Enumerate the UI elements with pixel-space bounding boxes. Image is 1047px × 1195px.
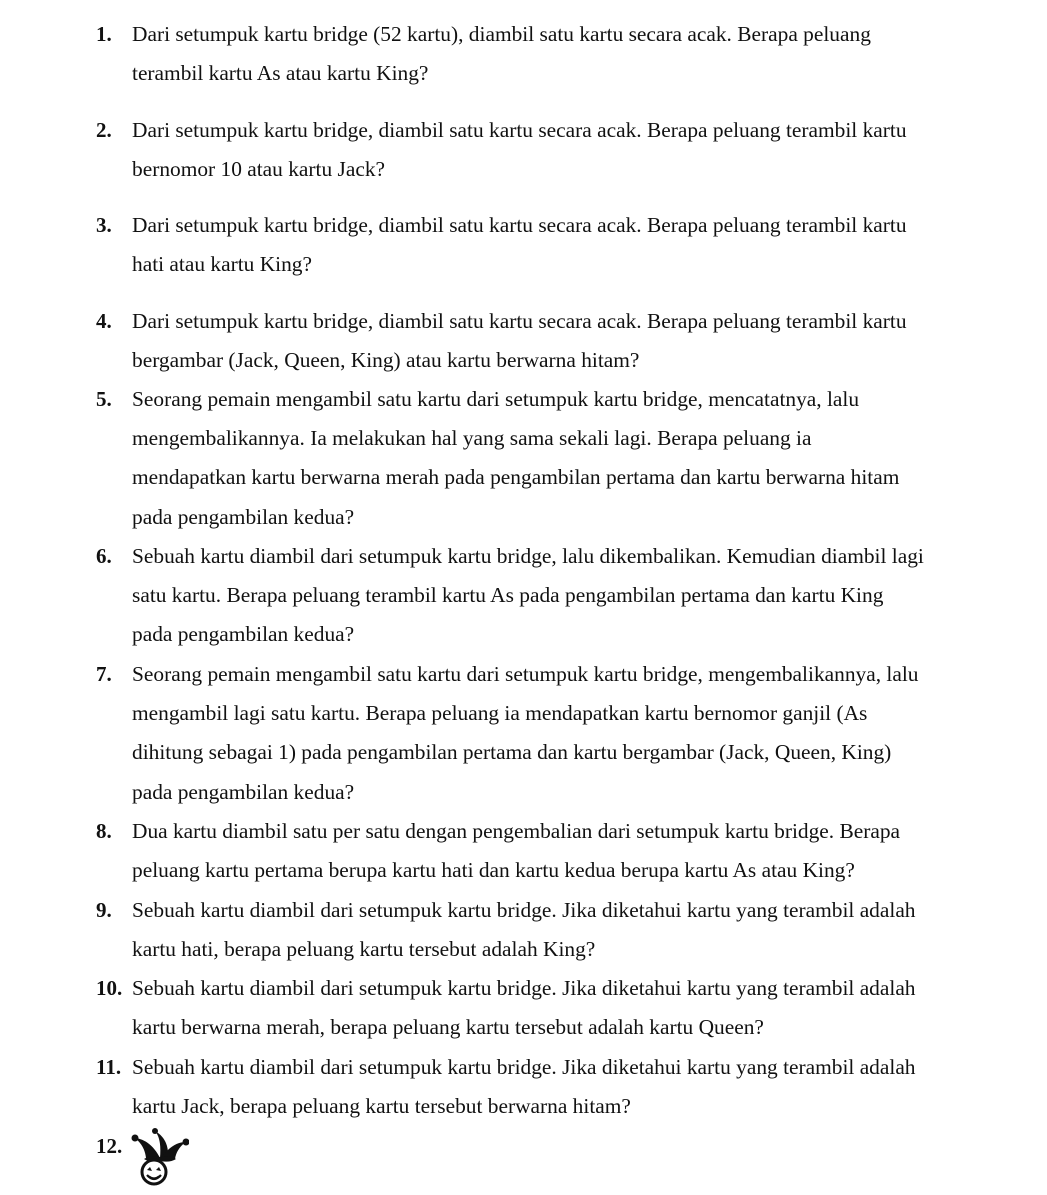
- question-line: pada pengambilan kedua?: [132, 504, 355, 529]
- question-number: 2.: [96, 118, 112, 142]
- question-number: 4.: [96, 309, 112, 333]
- question-text: [132, 302, 992, 380]
- question-number: 3.: [96, 213, 112, 237]
- question-line: satu kartu. Berapa peluang terambil kartu As pada pengambilan pertama dan kartu King: [132, 583, 884, 608]
- question-text: [132, 111, 992, 189]
- question-text: [132, 655, 992, 812]
- question-line: Sebuah kartu diambil dari setumpuk kartu bridge, lalu dikembalikan. Kemudian diambil lagi: [132, 544, 924, 568]
- question-number: 9.: [96, 898, 112, 922]
- question-line: terambil kartu As atau kartu King?: [132, 61, 429, 86]
- question-line: Sebuah kartu diambil dari setumpuk kartu bridge. Jika diketahui kartu yang terambil adalah: [132, 1055, 916, 1079]
- question-text: [132, 380, 992, 537]
- question-line: Dari setumpuk kartu bridge, diambil satu kartu secara acak. Berapa peluang terambil kartu: [132, 213, 907, 237]
- question-number: 12.: [96, 1134, 123, 1158]
- question-line: bergambar (Jack, Queen, King) atau kartu berwarna hitam?: [132, 348, 640, 373]
- question-line: mengembalikannya. Ia melakukan hal yang sama sekali lagi. Berapa peluang ia: [132, 426, 812, 451]
- question-line: Sebuah kartu diambil dari setumpuk kartu bridge. Jika diketahui kartu yang terambil adalah: [132, 976, 916, 1000]
- question-number: 1.: [96, 22, 112, 46]
- question-line: mendapatkan kartu berwarna merah pada pengambilan pertama dan kartu berwarna hitam: [132, 465, 900, 490]
- question-number: 8.: [96, 819, 112, 843]
- question-text: [132, 1048, 992, 1126]
- jester-icon: [131, 1128, 189, 1188]
- question-number: 7.: [96, 662, 112, 686]
- question-number: 5.: [96, 387, 112, 411]
- question-number: 6.: [96, 544, 112, 568]
- question-line: Dari setumpuk kartu bridge (52 kartu), diambil satu kartu secara acak. Berapa peluang: [132, 22, 871, 46]
- question-line: kartu berwarna merah, berapa peluang kartu tersebut adalah kartu Queen?: [132, 1015, 764, 1040]
- question-line: bernomor 10 atau kartu Jack?: [132, 157, 386, 182]
- question-text: [132, 537, 992, 655]
- question-line: hati atau kartu King?: [132, 252, 312, 277]
- question-line: Dari setumpuk kartu bridge, diambil satu kartu secara acak. Berapa peluang terambil kartu: [132, 309, 907, 333]
- question-line: Seorang pemain mengambil satu kartu dari setumpuk kartu bridge, mengembalikannya, lalu: [132, 662, 919, 686]
- question-line: mengambil lagi satu kartu. Berapa peluang ia mendapatkan kartu bernomor ganjil (As: [132, 701, 868, 726]
- question-text: [132, 206, 992, 284]
- question-line: peluang kartu pertama berupa kartu hati dan kartu kedua berupa kartu As atau King?: [132, 858, 855, 883]
- question-line: pada pengambilan kedua?: [132, 622, 355, 647]
- question-number: 10.: [96, 976, 123, 1000]
- question-line: Dari setumpuk kartu bridge, diambil satu kartu secara acak. Berapa peluang terambil kartu: [132, 118, 907, 142]
- question-text: [132, 969, 992, 1047]
- question-line: Seorang pemain mengambil satu kartu dari setumpuk kartu bridge, mencatatnya, lalu: [132, 387, 860, 411]
- question-text: [132, 812, 992, 890]
- question-line: pada pengambilan kedua?: [132, 779, 355, 804]
- question-line: Dua kartu diambil satu per satu dengan pengembalian dari setumpuk kartu bridge. Berapa: [132, 819, 901, 843]
- question-line: Sebuah kartu diambil dari setumpuk kartu bridge. Jika diketahui kartu yang terambil adalah: [132, 898, 916, 922]
- question-line: kartu Jack, berapa peluang kartu tersebut berwarna hitam?: [132, 1094, 631, 1119]
- question-line: kartu hati, berapa peluang kartu tersebut adalah King?: [132, 937, 596, 962]
- question-text: [132, 15, 992, 93]
- question-line: dihitung sebagai 1) pada pengambilan pertama dan kartu bergambar (Jack, Queen, King): [132, 740, 892, 765]
- question-number: 11.: [96, 1055, 122, 1079]
- question-text: [132, 891, 992, 969]
